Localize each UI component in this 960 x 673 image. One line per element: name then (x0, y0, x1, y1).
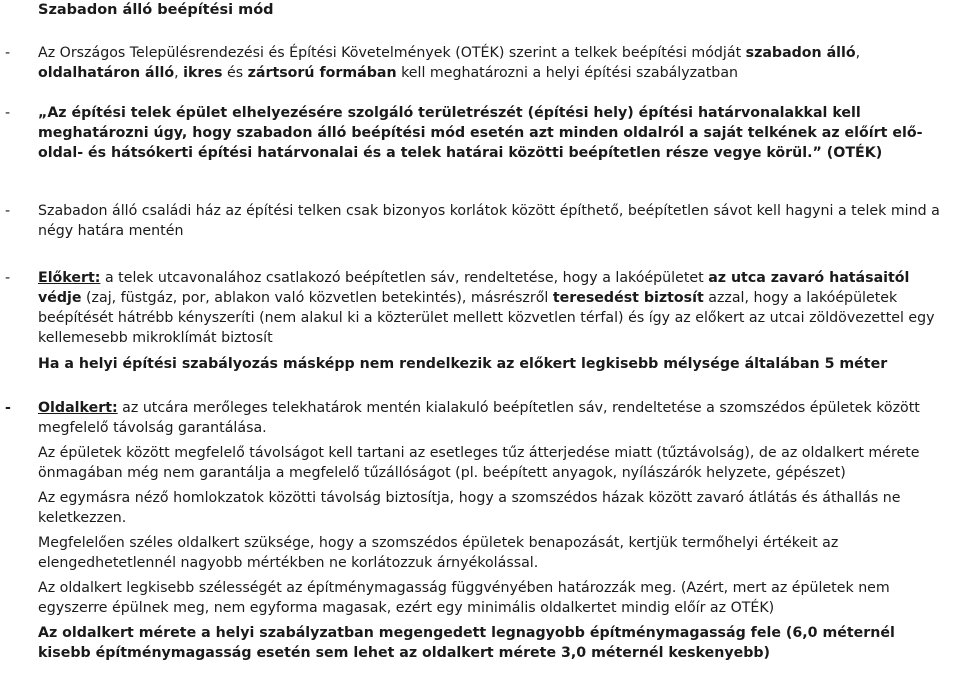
term-front-yard: Előkert: (38, 270, 101, 286)
side-yard-rule: Az oldalkert mérete a helyi szabályzatban megengedett legnagyobb építménymagasság fele (6,0 méternél kisebb építménymagasság esetén sem lehet az oldalkert mérete 3,0 méternél keskenyebb) (38, 625, 895, 661)
bullet-dash: - (5, 105, 11, 121)
term-side-yard: Oldalkert: (38, 400, 118, 416)
bullet-dash: - (5, 400, 11, 416)
side-yard-fire-distance: Az épületek között megfelelő távolságot kell tartani az esetleges tűz átterjedése miatt (tűztávolság), de az oldalkert mérete önmagában még nem garantálja a megfelelő tűzállóságot (pl. beépített anyagok, nyílászárók helyzete, gépészet) (38, 445, 920, 481)
side-yard-sunlight: Megfelelően széles oldalkert szüksége, hogy a szomszédos épületek benapozását, kertjük termőhelyi értékeit az elengedhetetlennél nagyobb mértékben ne korlátozzuk árnyékolással. (38, 535, 839, 571)
bullet-dash: - (5, 45, 11, 61)
bullet-dash: - (5, 270, 11, 286)
front-yard-rule: Ha a helyi építési szabályozás másképp nem rendelkezik az előkert legkisebb mélysége általában 5 méter (38, 356, 888, 372)
item-text: Előkert: a telek utcavonalához csatlakozó beépítetlen sáv, rendeltetése, hogy a lakóépületet az utca zavaró hatásaitól védje (zaj, füstgáz, por, ablakon való közvetlen betekintés), másrészről teresedést biztosít azzal, hogy a lakóépületek beépítését hátrébb kényszeríti (nem alakul ki a közterület mellett közvetlen térfal) és így az előkert az utcai zöldövezettel egy kellemesebb mikroklímát biztosít Ha a helyi építési szabályozás másképp nem rendelkezik az előkert legkisebb mélysége általában 5 méter (38, 268, 952, 374)
item-text: Szabadon álló családi ház az építési telken csak bizonyos korlátok között építhető, beépítetlen sávot kell hagyni a telek mind a négy határa mentén (38, 203, 940, 239)
side-yard-min-width: Az oldalkert legkisebb szélességét az építménymagasság függvényében határozzák meg. (Azért, mert az épületek nem egyszerre épülnek meg, nem egyforma magasak, ezért egy minimális oldalkertet mindig előír az OTÉK) (38, 580, 890, 616)
page-title: Szabadon álló beépítési mód (38, 2, 274, 18)
item-text: Oldalkert: az utcára merőleges telekhatárok mentén kialakuló beépítetlen sáv, rendeltetése a szomszédos épületek között megfelelő távolság garantálása. Az épületek között megfelelő távolságot kell tartani az esetleges tűz átterjedése miatt (tűztávolság), de az oldalkert mérete önmagában még nem garantálja a megfelelő tűzállóságot (pl. beépített anyagok, nyílászárók helyzete, gépészet) Az egymásra néző homlokzatok közötti távolság biztosítja, hogy a szomszédos házak között zavaró átlátás és áthallás ne keletkezzen. Megfelelően széles oldalkert szüksége, hogy a szomszédos épületek benapozását, kertjük termőhelyi értékeit az elengedhetetlennél nagyobb mértékben ne korlátozzuk árnyékolással. Az oldalkert legkisebb szélességét az építménymagasság függvényében határozzák meg. (Azért, mert az épületek nem egyszerre épülnek meg, nem egyforma magasak, ezért egy minimális oldalkertet mindig előír az OTÉK) Az oldalkert mérete a helyi szabályzatban megengedett legnagyobb építménymagasság fele (6,0 méternél kisebb építménymagasság esetén sem lehet az oldalkert mérete 3,0 méternél keskenyebb) (38, 398, 952, 663)
item-text: Az Országos Településrendezési és Építési Követelmények (OTÉK) szerint a telkek beépítési módját szabadon álló, oldalhatáron álló, ikres és zártsorú formában kell meghatározni a helyi építési szabályzatban (38, 45, 861, 81)
bullet-dash: - (5, 203, 11, 219)
side-yard-privacy: Az egymásra néző homlokzatok közötti távolság biztosítja, hogy a szomszédos házak között zavaró átlátás és áthallás ne keletkezzen. (38, 490, 901, 526)
otek-quote: „Az építési telek épület elhelyezésére szolgáló területrészét (építési hely) építési határvonalakkal kell meghatározni úgy, hogy szabadon álló beépítési mód esetén azt minden oldalról a saját telkének az előírt elő-oldal- és hátsókerti építési határvonalai és a telek határai közötti beépítetlen része vegye körül.” (OTÉK) (38, 105, 923, 161)
